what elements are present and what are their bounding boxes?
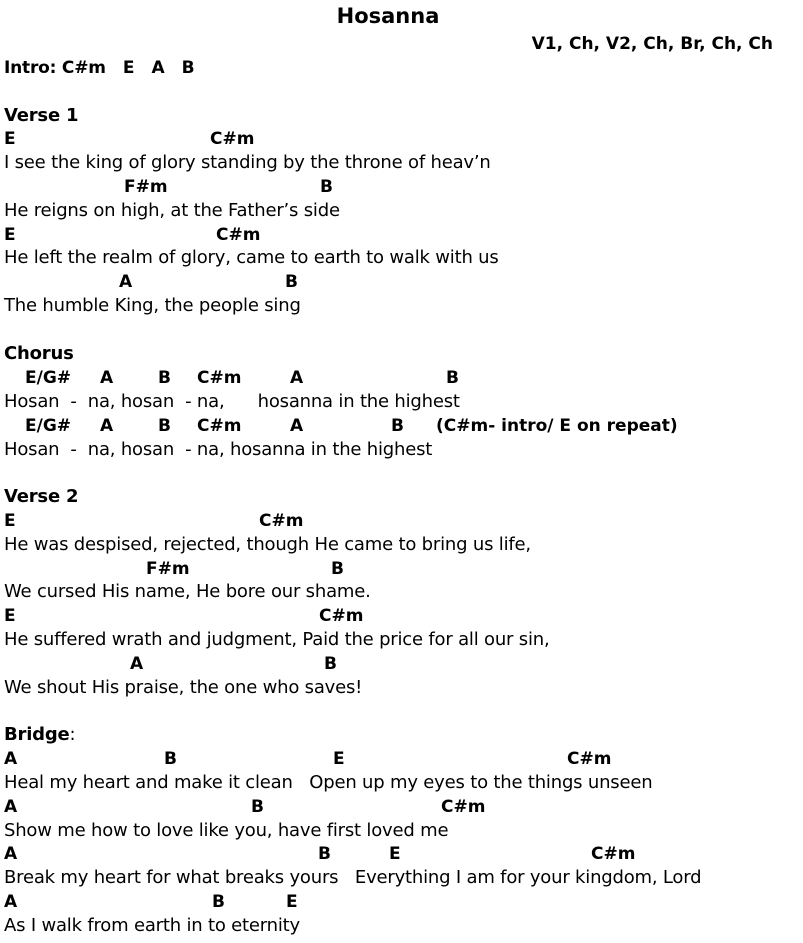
chord: F#m	[146, 559, 190, 579]
chord: A	[119, 272, 133, 292]
lyric-line: He suffered wrath and judgment, Paid the price for all our sin,	[4, 629, 550, 650]
repeat-note: (C#m- intro/ E on repeat)	[436, 416, 678, 436]
lyric-line: Hosan - na, hosan - na, hosanna in the highest	[4, 439, 433, 460]
chord: A	[4, 844, 18, 864]
chord: B	[391, 416, 404, 436]
lyric-line: He left the realm of glory, came to earth to walk with us	[4, 247, 499, 268]
lyric-line: We cursed His name, He bore our shame.	[4, 581, 371, 602]
chord: C#m	[197, 368, 242, 388]
lyric-line: Hosan - na, hosan - na, hosanna in the highest	[4, 391, 460, 412]
song-title: Hosanna	[336, 4, 440, 28]
chord: A	[290, 416, 304, 436]
chord: C#m	[441, 797, 486, 817]
chord: C#m	[197, 416, 242, 436]
chord: E/G#	[25, 416, 72, 436]
chord: B	[324, 654, 337, 674]
chord: B	[318, 844, 331, 864]
chord: E	[4, 511, 16, 531]
lyric-line: Break my heart for what breaks yours Everything I am for your kingdom, Lord	[4, 867, 702, 888]
chorus-heading: Chorus	[4, 343, 74, 364]
lyric-line: He was despised, rejected, though He came to bring us life,	[4, 534, 531, 555]
chord: E/G#	[25, 368, 72, 388]
chord: B	[164, 749, 177, 769]
bridge-colon: :	[69, 724, 76, 745]
chord: B	[251, 797, 264, 817]
chord: C#m	[591, 844, 636, 864]
lyric-line: He reigns on high, at the Father’s side	[4, 200, 340, 221]
chord: A	[100, 416, 114, 436]
lyric-line: Show me how to love like you, have first loved me	[4, 820, 449, 841]
chord: B	[331, 559, 344, 579]
lyric-line: Heal my heart and make it clean Open up my eyes to the things unseen	[4, 772, 653, 793]
chord: A	[290, 368, 304, 388]
verse1-heading: Verse 1	[4, 105, 79, 126]
chord: A	[4, 892, 18, 912]
chord: A	[100, 368, 114, 388]
lyric-line: We shout His praise, the one who saves!	[4, 677, 363, 698]
chord: C#m	[216, 225, 261, 245]
bridge-heading-row	[4, 724, 75, 746]
chord: E	[333, 749, 345, 769]
chord: E	[4, 129, 16, 149]
chord: C#m	[259, 511, 304, 531]
chord: F#m	[124, 177, 168, 197]
chord: E	[4, 606, 16, 626]
chord: B	[158, 416, 171, 436]
chord: A	[4, 749, 18, 769]
chord: A	[4, 797, 18, 817]
chord: E	[286, 892, 298, 912]
bridge-heading: Bridge	[4, 724, 70, 745]
chord: C#m	[567, 749, 612, 769]
intro-line: Intro: C#m E A B	[4, 58, 195, 78]
chord: A	[130, 654, 144, 674]
chord: E	[389, 844, 401, 864]
chord: B	[285, 272, 298, 292]
chord: C#m	[210, 129, 255, 149]
chord: B	[158, 368, 171, 388]
verse2-heading: Verse 2	[4, 486, 79, 507]
chord: B	[446, 368, 459, 388]
lyric-line: I see the king of glory standing by the throne of heav’n	[4, 152, 491, 173]
lyric-line: The humble King, the people sing	[4, 295, 301, 316]
chord: E	[4, 225, 16, 245]
song-order: V1, Ch, V2, Ch, Br, Ch, Ch	[531, 34, 773, 54]
chord: B	[212, 892, 225, 912]
lyric-line: As I walk from earth in to eternity	[4, 915, 300, 936]
chord: C#m	[319, 606, 364, 626]
chord: B	[320, 177, 333, 197]
